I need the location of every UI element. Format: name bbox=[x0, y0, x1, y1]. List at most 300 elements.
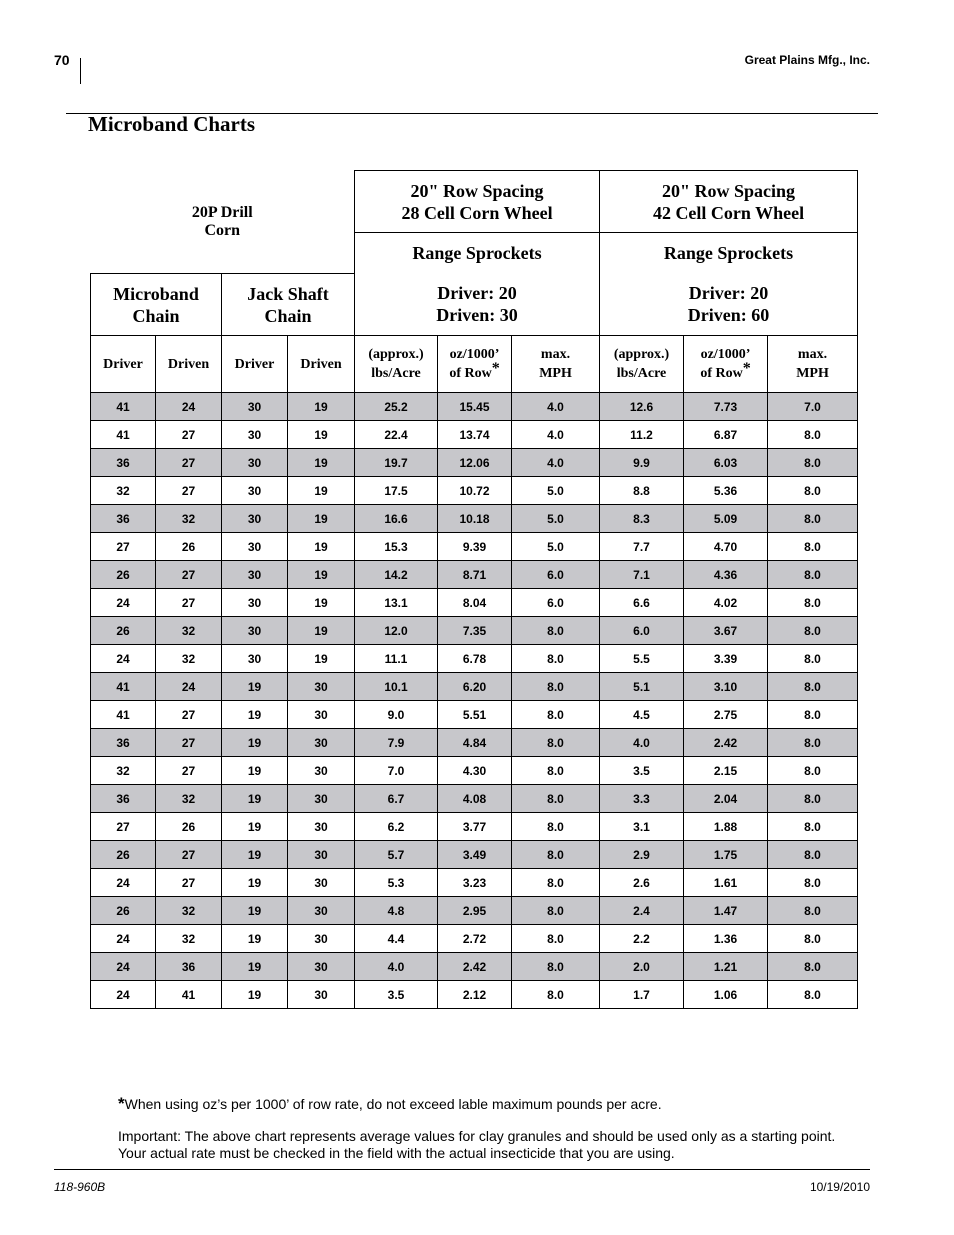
table-row bbox=[91, 813, 858, 841]
table-cell: 2.42 bbox=[438, 953, 512, 981]
table-cell: 4.70 bbox=[684, 533, 768, 561]
table-cell: 26 bbox=[91, 841, 156, 869]
table-cell: 2.2 bbox=[600, 925, 684, 953]
table-cell: 3.1 bbox=[600, 813, 684, 841]
table-body bbox=[91, 393, 858, 1009]
table-cell: 30 bbox=[222, 533, 288, 561]
table-cell: 7.73 bbox=[684, 393, 768, 421]
asterisk-mark: * bbox=[118, 1094, 125, 1113]
drill-title bbox=[91, 171, 355, 274]
table-cell: 5.1 bbox=[600, 673, 684, 701]
table-cell: 4.0 bbox=[355, 953, 438, 981]
table-cell: 5.09 bbox=[684, 505, 768, 533]
table-cell: 27 bbox=[156, 841, 222, 869]
table-cell: 19 bbox=[222, 673, 288, 701]
table-cell: 4.0 bbox=[512, 421, 600, 449]
table-row bbox=[91, 645, 858, 673]
table-row bbox=[91, 505, 858, 533]
table-cell: 2.0 bbox=[600, 953, 684, 981]
table-cell: 32 bbox=[156, 505, 222, 533]
table-cell: 8.8 bbox=[600, 477, 684, 505]
table-cell: 17.5 bbox=[355, 477, 438, 505]
col-a-oz-row bbox=[438, 336, 512, 393]
page-number-divider bbox=[80, 58, 81, 84]
col-a-lbs-acre bbox=[355, 336, 438, 393]
table-cell: 19 bbox=[222, 925, 288, 953]
table-cell: 8.0 bbox=[768, 813, 858, 841]
table-cell: 1.47 bbox=[684, 897, 768, 925]
table-row bbox=[91, 533, 858, 561]
table-cell: 30 bbox=[288, 701, 355, 729]
table-cell: 19 bbox=[222, 869, 288, 897]
table-row bbox=[91, 925, 858, 953]
table-cell: 30 bbox=[222, 645, 288, 673]
table-cell: 9.0 bbox=[355, 701, 438, 729]
table-cell: 4.4 bbox=[355, 925, 438, 953]
col-b-lbs-line1: (approx.) bbox=[613, 347, 670, 362]
table-cell: 8.0 bbox=[768, 897, 858, 925]
table-row bbox=[91, 673, 858, 701]
table-cell: 30 bbox=[288, 785, 355, 813]
table-cell: 8.0 bbox=[768, 981, 858, 1009]
table-cell: 8.71 bbox=[438, 561, 512, 589]
table-cell: 19 bbox=[222, 757, 288, 785]
table-cell: 19 bbox=[222, 897, 288, 925]
table-cell: 30 bbox=[288, 729, 355, 757]
table-cell: 12.0 bbox=[355, 617, 438, 645]
group-a-title-line1: 20" Row Spacing bbox=[410, 180, 544, 201]
table-cell: 36 bbox=[91, 505, 156, 533]
table-cell: 19 bbox=[288, 449, 355, 477]
table-cell: 19 bbox=[288, 505, 355, 533]
table-cell: 4.0 bbox=[512, 393, 600, 421]
table-cell: 8.0 bbox=[768, 617, 858, 645]
group-b-sprockets bbox=[600, 274, 858, 336]
microband-line1: Microband bbox=[113, 283, 199, 304]
table-cell: 8.0 bbox=[512, 897, 600, 925]
table-cell: 16.6 bbox=[355, 505, 438, 533]
table-header bbox=[91, 171, 858, 393]
table-cell: 41 bbox=[91, 421, 156, 449]
table-cell: 6.03 bbox=[684, 449, 768, 477]
table-cell: 8.0 bbox=[512, 645, 600, 673]
table-cell: 26 bbox=[91, 617, 156, 645]
table-cell: 9.9 bbox=[600, 449, 684, 477]
table-cell: 8.0 bbox=[768, 841, 858, 869]
table-cell: 2.04 bbox=[684, 785, 768, 813]
table-cell: 12.06 bbox=[438, 449, 512, 477]
asterisk-note-text: When using oz’s per 1000’ of row rate, do not exceed lable maximum pounds per acre. bbox=[124, 1096, 662, 1112]
table-cell: 7.9 bbox=[355, 729, 438, 757]
table-cell: 2.4 bbox=[600, 897, 684, 925]
table-cell: 19 bbox=[222, 785, 288, 813]
table-cell: 15.3 bbox=[355, 533, 438, 561]
table-cell: 30 bbox=[288, 869, 355, 897]
table-cell: 10.1 bbox=[355, 673, 438, 701]
table-cell: 30 bbox=[222, 421, 288, 449]
col-b-oz-line2: of Row bbox=[700, 366, 743, 381]
group-b-driven: Driven: 60 bbox=[687, 305, 770, 326]
table-cell: 11.2 bbox=[600, 421, 684, 449]
table-cell: 8.0 bbox=[512, 813, 600, 841]
table-cell: 10.18 bbox=[438, 505, 512, 533]
table-cell: 6.20 bbox=[438, 673, 512, 701]
table-cell: 4.0 bbox=[512, 449, 600, 477]
table-cell: 6.7 bbox=[355, 785, 438, 813]
group-a-driver: Driver: 20 bbox=[437, 283, 517, 304]
table-cell: 27 bbox=[156, 869, 222, 897]
table-cell: 19 bbox=[222, 729, 288, 757]
table-cell: 19 bbox=[222, 813, 288, 841]
jackshaft-chain-header bbox=[222, 274, 355, 336]
table-cell: 32 bbox=[156, 925, 222, 953]
table-cell: 4.08 bbox=[438, 785, 512, 813]
table-cell: 1.7 bbox=[600, 981, 684, 1009]
table-cell: 8.0 bbox=[768, 449, 858, 477]
col-a-lbs-line1: (approx.) bbox=[368, 347, 424, 362]
table-cell: 7.7 bbox=[600, 533, 684, 561]
table-cell: 4.84 bbox=[438, 729, 512, 757]
table-cell: 8.0 bbox=[512, 869, 600, 897]
table-cell: 6.6 bbox=[600, 589, 684, 617]
table-cell: 27 bbox=[156, 701, 222, 729]
table-cell: 8.0 bbox=[768, 953, 858, 981]
table-cell: 8.0 bbox=[512, 617, 600, 645]
microband-chain-header bbox=[91, 274, 222, 336]
table-cell: 15.45 bbox=[438, 393, 512, 421]
table-cell: 8.0 bbox=[768, 561, 858, 589]
table-cell: 8.0 bbox=[512, 981, 600, 1009]
group-a-sprockets bbox=[355, 274, 600, 336]
table-cell: 12.6 bbox=[600, 393, 684, 421]
table-cell: 19 bbox=[222, 953, 288, 981]
col-b-oz-asterisk: * bbox=[742, 360, 751, 377]
table-cell: 3.39 bbox=[684, 645, 768, 673]
table-cell: 6.0 bbox=[600, 617, 684, 645]
table-cell: 14.2 bbox=[355, 561, 438, 589]
company-name: Great Plains Mfg., Inc. bbox=[744, 53, 870, 67]
table-row bbox=[91, 393, 858, 421]
revision-date: 10/19/2010 bbox=[809, 1180, 870, 1194]
table-cell: 32 bbox=[156, 897, 222, 925]
table-cell: 30 bbox=[288, 841, 355, 869]
table-cell: 26 bbox=[91, 561, 156, 589]
table-cell: 3.5 bbox=[355, 981, 438, 1009]
table-cell: 6.87 bbox=[684, 421, 768, 449]
table-cell: 5.0 bbox=[512, 533, 600, 561]
table-cell: 30 bbox=[222, 589, 288, 617]
table-cell: 2.72 bbox=[438, 925, 512, 953]
table-cell: 3.67 bbox=[684, 617, 768, 645]
table-cell: 19 bbox=[288, 477, 355, 505]
table-cell: 8.0 bbox=[512, 673, 600, 701]
col-jackshaft-driven: Driven bbox=[288, 336, 355, 393]
col-a-oz-asterisk: * bbox=[491, 360, 500, 377]
microband-chart-table bbox=[90, 170, 858, 1009]
table-cell: 24 bbox=[156, 393, 222, 421]
table-row bbox=[91, 953, 858, 981]
col-b-lbs-line2: lbs/Acre bbox=[616, 366, 667, 381]
col-b-max-mph bbox=[768, 336, 858, 393]
table-cell: 4.0 bbox=[600, 729, 684, 757]
table-cell: 27 bbox=[156, 477, 222, 505]
table-cell: 24 bbox=[91, 869, 156, 897]
table-cell: 4.5 bbox=[600, 701, 684, 729]
table-cell: 1.61 bbox=[684, 869, 768, 897]
table-cell: 26 bbox=[156, 813, 222, 841]
jackshaft-line2: Chain bbox=[264, 305, 312, 326]
table-row bbox=[91, 897, 858, 925]
document-number: 118-960B bbox=[54, 1180, 106, 1194]
table-cell: 19 bbox=[222, 701, 288, 729]
table-cell: 8.0 bbox=[512, 701, 600, 729]
table-row bbox=[91, 421, 858, 449]
table-cell: 8.0 bbox=[768, 869, 858, 897]
table-cell: 19 bbox=[288, 589, 355, 617]
table-cell: 32 bbox=[91, 477, 156, 505]
microband-line2: Chain bbox=[132, 305, 180, 326]
table-cell: 1.75 bbox=[684, 841, 768, 869]
table-cell: 36 bbox=[91, 785, 156, 813]
table-cell: 30 bbox=[288, 981, 355, 1009]
table-cell: 30 bbox=[222, 449, 288, 477]
table-cell: 19.7 bbox=[355, 449, 438, 477]
table-cell: 3.77 bbox=[438, 813, 512, 841]
table-cell: 24 bbox=[91, 925, 156, 953]
group-a-title bbox=[355, 171, 600, 233]
table-cell: 24 bbox=[91, 953, 156, 981]
table-cell: 8.0 bbox=[768, 589, 858, 617]
table-cell: 8.0 bbox=[768, 421, 858, 449]
table-cell: 8.0 bbox=[768, 477, 858, 505]
table-cell: 6.0 bbox=[512, 561, 600, 589]
table-cell: 24 bbox=[91, 981, 156, 1009]
table-cell: 24 bbox=[91, 645, 156, 673]
table-cell: 2.12 bbox=[438, 981, 512, 1009]
table-cell: 19 bbox=[288, 421, 355, 449]
table-cell: 30 bbox=[288, 813, 355, 841]
table-cell: 27 bbox=[91, 813, 156, 841]
table-cell: 41 bbox=[156, 981, 222, 1009]
table-cell: 27 bbox=[156, 589, 222, 617]
table-cell: 27 bbox=[156, 421, 222, 449]
col-a-oz-line1: oz/1000’ bbox=[449, 347, 500, 362]
table-cell: 3.5 bbox=[600, 757, 684, 785]
table-row bbox=[91, 729, 858, 757]
table-cell: 32 bbox=[156, 645, 222, 673]
table-cell: 30 bbox=[222, 505, 288, 533]
group-b-title-line1: 20" Row Spacing bbox=[662, 180, 796, 201]
col-jackshaft-driver: Driver bbox=[222, 336, 288, 393]
table-cell: 8.0 bbox=[768, 925, 858, 953]
col-microband-driver: Driver bbox=[91, 336, 156, 393]
table-cell: 30 bbox=[288, 673, 355, 701]
table-cell: 24 bbox=[91, 589, 156, 617]
table-cell: 30 bbox=[222, 477, 288, 505]
table-cell: 13.74 bbox=[438, 421, 512, 449]
group-b-driver: Driver: 20 bbox=[688, 283, 769, 304]
table-cell: 8.0 bbox=[768, 533, 858, 561]
table-cell: 30 bbox=[222, 561, 288, 589]
table-cell: 36 bbox=[91, 729, 156, 757]
table-cell: 8.0 bbox=[512, 757, 600, 785]
table-cell: 5.0 bbox=[512, 505, 600, 533]
table-cell: 5.7 bbox=[355, 841, 438, 869]
col-b-oz-row bbox=[684, 336, 768, 393]
table-cell: 30 bbox=[222, 617, 288, 645]
col-a-oz-line2: of Row bbox=[449, 366, 492, 381]
table-cell: 8.0 bbox=[768, 673, 858, 701]
table-row bbox=[91, 785, 858, 813]
table-cell: 5.36 bbox=[684, 477, 768, 505]
table-cell: 36 bbox=[156, 953, 222, 981]
col-a-mph-line2: MPH bbox=[539, 366, 572, 381]
table-cell: 8.0 bbox=[768, 785, 858, 813]
table-cell: 27 bbox=[156, 757, 222, 785]
table-cell: 2.6 bbox=[600, 869, 684, 897]
group-a-range: Range Sprockets bbox=[355, 233, 600, 274]
important-note: Important: The above chart represents average values for clay granules and should be used only as a starting point. Your actual rate must be checked in the field with the actual insecticide that you are using. bbox=[118, 1128, 836, 1161]
group-a-driven: Driven: 30 bbox=[436, 305, 518, 326]
table-cell: 6.0 bbox=[512, 589, 600, 617]
col-a-mph-line1: max. bbox=[540, 347, 571, 362]
table-cell: 22.4 bbox=[355, 421, 438, 449]
asterisk-note bbox=[118, 1094, 662, 1114]
table-row bbox=[91, 589, 858, 617]
table-cell: 8.0 bbox=[512, 729, 600, 757]
table-cell: 8.0 bbox=[768, 645, 858, 673]
table-cell: 32 bbox=[91, 757, 156, 785]
table-cell: 2.75 bbox=[684, 701, 768, 729]
table-cell: 41 bbox=[91, 673, 156, 701]
table-cell: 19 bbox=[288, 645, 355, 673]
group-b-range: Range Sprockets bbox=[600, 233, 858, 274]
table-cell: 2.9 bbox=[600, 841, 684, 869]
table-cell: 7.0 bbox=[355, 757, 438, 785]
table-cell: 9.39 bbox=[438, 533, 512, 561]
table-cell: 19 bbox=[222, 841, 288, 869]
table-row bbox=[91, 701, 858, 729]
group-b-title-line2: 42 Cell Corn Wheel bbox=[652, 202, 805, 223]
table-row bbox=[91, 757, 858, 785]
table-cell: 27 bbox=[156, 449, 222, 477]
table-cell: 41 bbox=[91, 701, 156, 729]
table-cell: 6.78 bbox=[438, 645, 512, 673]
jackshaft-line1: Jack Shaft bbox=[247, 283, 329, 304]
table-cell: 19 bbox=[288, 561, 355, 589]
table-row bbox=[91, 869, 858, 897]
table-cell: 32 bbox=[156, 785, 222, 813]
table-cell: 19 bbox=[222, 981, 288, 1009]
table-cell: 7.1 bbox=[600, 561, 684, 589]
table-row bbox=[91, 561, 858, 589]
table-cell: 27 bbox=[156, 561, 222, 589]
table-cell: 8.04 bbox=[438, 589, 512, 617]
table-cell: 19 bbox=[288, 533, 355, 561]
table-cell: 30 bbox=[288, 757, 355, 785]
table-cell: 36 bbox=[91, 449, 156, 477]
table-cell: 32 bbox=[156, 617, 222, 645]
table-row bbox=[91, 981, 858, 1009]
table-cell: 7.0 bbox=[768, 393, 858, 421]
table-cell: 8.3 bbox=[600, 505, 684, 533]
table-cell: 8.0 bbox=[768, 729, 858, 757]
col-microband-driven: Driven bbox=[156, 336, 222, 393]
table-cell: 8.0 bbox=[768, 757, 858, 785]
col-b-mph-line1: max. bbox=[797, 347, 828, 362]
col-b-lbs-acre bbox=[600, 336, 684, 393]
table-cell: 26 bbox=[156, 533, 222, 561]
table-cell: 3.3 bbox=[600, 785, 684, 813]
table-cell: 8.0 bbox=[512, 953, 600, 981]
table-cell: 8.0 bbox=[768, 701, 858, 729]
table-cell: 3.49 bbox=[438, 841, 512, 869]
page-number: 70 bbox=[54, 52, 70, 68]
table-cell: 4.8 bbox=[355, 897, 438, 925]
table-cell: 19 bbox=[288, 617, 355, 645]
table-cell: 2.15 bbox=[684, 757, 768, 785]
table-cell: 41 bbox=[91, 393, 156, 421]
table-cell: 1.88 bbox=[684, 813, 768, 841]
table-cell: 30 bbox=[288, 897, 355, 925]
page-title: Microband Charts bbox=[88, 112, 256, 136]
drill-title-line2: Corn bbox=[204, 221, 241, 239]
col-b-mph-line2: MPH bbox=[796, 366, 829, 381]
table-cell: 3.23 bbox=[438, 869, 512, 897]
table-cell: 4.02 bbox=[684, 589, 768, 617]
table-row bbox=[91, 477, 858, 505]
col-a-oz-line2-wrap bbox=[438, 360, 511, 383]
table-cell: 8.0 bbox=[512, 785, 600, 813]
table-cell: 8.0 bbox=[512, 841, 600, 869]
table-cell: 25.2 bbox=[355, 393, 438, 421]
col-b-oz-line1: oz/1000’ bbox=[700, 347, 751, 362]
col-a-lbs-line2: lbs/Acre bbox=[371, 366, 421, 381]
table-cell: 3.10 bbox=[684, 673, 768, 701]
table-cell: 11.1 bbox=[355, 645, 438, 673]
table-cell: 30 bbox=[288, 925, 355, 953]
table-row bbox=[91, 841, 858, 869]
table-cell: 19 bbox=[288, 393, 355, 421]
table-cell: 26 bbox=[91, 897, 156, 925]
col-a-max-mph bbox=[512, 336, 600, 393]
table-row bbox=[91, 617, 858, 645]
table-cell: 30 bbox=[222, 393, 288, 421]
table-cell: 5.5 bbox=[600, 645, 684, 673]
col-b-oz-line2-wrap bbox=[684, 360, 767, 383]
table-cell: 8.0 bbox=[512, 925, 600, 953]
footer-rule bbox=[54, 1169, 870, 1170]
table-cell: 2.42 bbox=[684, 729, 768, 757]
table-cell: 8.0 bbox=[768, 505, 858, 533]
table-cell: 30 bbox=[288, 953, 355, 981]
table-cell: 1.06 bbox=[684, 981, 768, 1009]
table-cell: 2.95 bbox=[438, 897, 512, 925]
group-b-title bbox=[600, 171, 858, 233]
table-cell: 24 bbox=[156, 673, 222, 701]
table-cell: 4.30 bbox=[438, 757, 512, 785]
table-cell: 1.36 bbox=[684, 925, 768, 953]
table-cell: 7.35 bbox=[438, 617, 512, 645]
table-cell: 4.36 bbox=[684, 561, 768, 589]
table-cell: 5.0 bbox=[512, 477, 600, 505]
table-cell: 6.2 bbox=[355, 813, 438, 841]
table-cell: 13.1 bbox=[355, 589, 438, 617]
table-cell: 1.21 bbox=[684, 953, 768, 981]
table-row bbox=[91, 449, 858, 477]
table-cell: 5.51 bbox=[438, 701, 512, 729]
table-cell: 5.3 bbox=[355, 869, 438, 897]
